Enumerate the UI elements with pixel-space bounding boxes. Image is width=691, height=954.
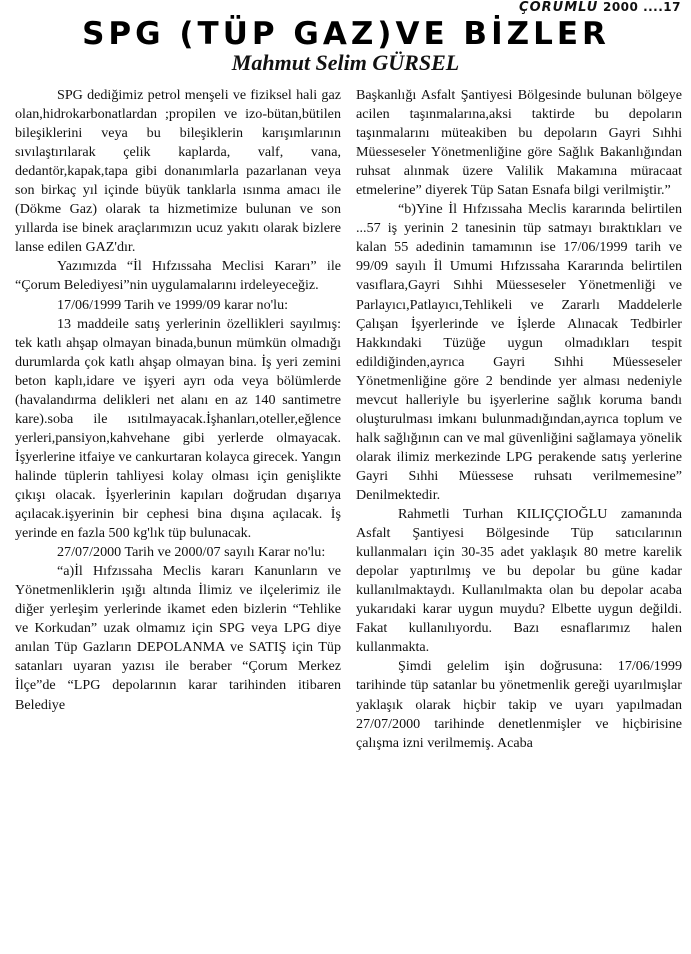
paragraph: 27/07/2000 Tarih ve 2000/07 sayılı Karar no'lu: bbox=[57, 544, 326, 561]
paragraph: Rahmetli Turhan KILIÇÇIOĞLU zamanında Asfalt Şantiyesi Bölgesinde Tüp satıcılarının kullanmaları için 30-35 adet yaklaşık 80 metre karelik depolar yaptırılmış ve bu depolar bu güne kadar kullanılmaktaydı. Kullanılmakta olan bu depolar acaba yukarıdaki karar uygun muydu? Elbette uygun değildi. Fakat kullanılıyordu. Bazı esnaflarımız halen kullanmakta. bbox=[356, 506, 682, 656]
issue-year: 2000 bbox=[602, 0, 639, 14]
page-header bbox=[519, 0, 681, 15]
paragraph: Yazımızda “İl Hıfzıssaha Meclisi Kararı” ile “Çorum Belediyesi”nin uygulamalarını irdeleyeceğiz. bbox=[15, 258, 341, 294]
paragraph: 13 maddeile satış yerlerinin özellikleri sayılmış: tek katlı ahşap olmayan binada,bunun mümkün olmadığı durumlarda çok katlı ahşap olmayan bina. İş yeri zemini beton kaplı,idare ve işyeri ayrı oda veya bölümlerde (havalandırma delikleri net alanı en az 140 santimetre kare).soba ile ısıtılmayacak.İşhanları,oteller,eğlence yerleri,pansiyon,kahvehane gibi yerlerde olmayacak. İşyerlerine itfaiye ve cankurtaran kolayca girecek. Yangın halinde tüplerin tahliyesi kolay olması için genişlikte çıkışı olacak. İşyerlerinin kapıları doğrudan dışarıya açılacak.işyerinin bir cephesi bina dışına açılacak. İş yerinde en fazla 500 kg'lık tüp bulunacak. bbox=[15, 315, 341, 542]
page-number: ....17 bbox=[643, 0, 681, 14]
article-title: SPG (TÜP GAZ)VE BİZLER bbox=[82, 16, 610, 52]
paragraph: Başkanlığı Asfalt Şantiyesi Bölgesinde bulunan bölgeye acilen taşınmalarına,aksi taktirde bu depoların taşınmalarını müteakiben bu depoların Gayri Sıhhi Müesseseler Yönetmenliğine göre Sağlık Bakanlığından ruhsat alınmak üzere Valilik Makamına müracaat etmelerine” diyerek Tüp Satan Esnafa bilgi verilmiştir.” bbox=[356, 87, 682, 199]
paragraph: “a)İl Hıfzıssaha Meclis kararı Kanunların ve Yönetmenliklerin ışığı altında İlimiz ve ilçelerimiz ile diğer yerleşim yerlerinde ikamet eden bizlerin “Tehlike ve Korkudan” uzak olmamız için SPG veya LPG diye anılan Tüp Gazların DEPOLANMA ve SATIŞ için Tüp satanları uyaran yazısı ile beraber “Çorum Merkez İlçe”de “LPG depolarının karar tarihinden itibaren Belediye bbox=[15, 563, 341, 713]
article-author: Mahmut Selim GÜRSEL bbox=[231, 50, 460, 75]
left-column bbox=[15, 86, 341, 715]
paragraph: 17/06/1999 Tarih ve 1999/09 karar no'lu: bbox=[57, 296, 289, 313]
paragraph: “b)Yine İl Hıfzıssaha Meclis kararında belirtilen ...57 iş yerinin 2 tanesinin tüp satmayı bıraktıkları ve kalan 55 adedinin tamamının ise 17/06/1999 tarih ve 99/09 sayılı İl Umumi Hıfzıssaha Kararında belirtilen vasıflara,Gayri Sıhhi Müesseseler Yönetmenliği ve Parlayıcı,Patlayıcı,Tehlikeli ve Zararlı Maddelerle Çalışan İşyerlerinde ve İşlerde Alınacak Tedbirler Hakkındaki Tüzüğe uygun olmadıkları tespit edildiğinden,ayrıca Gayri Sıhhi Müesseseler Yönetmenliğine göre 2 bendinde yer alması nedeniyle mevcut halleriyle bu işyerlerine sağlık koruma bandı oluşturulması imkanı bulunmadığından,ayrıca toplum ve halk sağlığının can ve mal güvenliğini sağlamaya yönelik olarak ilimiz merkezinde LPG perakende satış yerlerine Gayri Sıhhi Müessese ruhsatı verilmemesine” Denilmektedir. bbox=[356, 201, 682, 503]
magazine-brand: ÇORUMLU bbox=[519, 0, 599, 15]
right-column bbox=[356, 86, 682, 753]
paragraph: Şimdi gelelim işin doğrusuna: 17/06/1999 tarihinde tüp satanlar bu yönetmenlik gereği uyarılmışlar yaklaşık olarak hiçbir takip ve uyarı yapılmadan 27/07/2000 tarihinde denetlenmişler ve hiçbirisine çalışma izni verilmemiş. Acaba bbox=[356, 658, 682, 751]
paragraph: SPG dediğimiz petrol menşeli ve fiziksel hali gaz olan,hidrokarbonatlardan ;propilen ve izo-bütan,bütilen bileşiklerini veya bu bileşiklerin karışımlarının sıvılaştırılarak çelik kaplarda, valf, vana, dedantör,kapak,tapa gibi donanımlarla pazarlanan veya son birkaç yıl içinde büyük tanklarla ısınma amacı ile (Dökme Gaz) olarak ta hizmetimize bulunan ve son yıllarda ise binek araçlarımızın ucuz yakıtı olarak bizlere lanse edilen GAZ'dır. bbox=[15, 87, 341, 256]
